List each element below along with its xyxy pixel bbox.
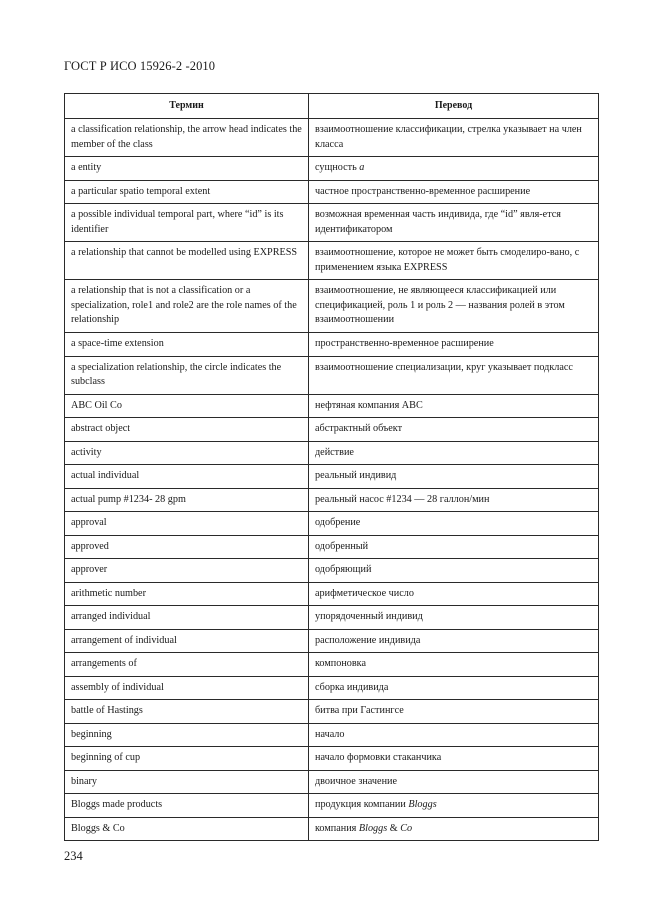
translation-cell [309, 817, 599, 841]
translation-cell: взаимоотношение специализации, круг указывает подкласс [309, 356, 599, 394]
table-row [65, 441, 599, 465]
term-cell: a classification relationship, the arrow head indicates the member of the class [65, 119, 309, 157]
table-row [65, 676, 599, 700]
term-cell: assembly of individual [65, 676, 309, 700]
term-cell: abstract object [65, 418, 309, 442]
translation-cell: действие [309, 441, 599, 465]
translation-cell: одобрение [309, 512, 599, 536]
translation-cell: возможная временная часть индивида, где “id” явля-ется идентификатором [309, 204, 599, 242]
table-row [65, 817, 599, 841]
translation-cell: битва при Гастингсе [309, 700, 599, 724]
translation-text: сущность [315, 162, 360, 173]
term-cell: approved [65, 535, 309, 559]
table-row [65, 204, 599, 242]
term-cell: a entity [65, 157, 309, 181]
translation-cell: компоновка [309, 653, 599, 677]
term-cell: ABC Oil Co [65, 394, 309, 418]
table-row [65, 794, 599, 818]
table-row [65, 157, 599, 181]
table-row [65, 488, 599, 512]
translation-text: продукция компании [315, 799, 409, 810]
term-cell: activity [65, 441, 309, 465]
translation-cell: реальный индивид [309, 465, 599, 489]
table-row [65, 512, 599, 536]
term-cell: Bloggs made products [65, 794, 309, 818]
term-cell: beginning of cup [65, 747, 309, 771]
translation-cell: упорядоченный индивид [309, 606, 599, 630]
table-row [65, 418, 599, 442]
term-cell: a relationship that cannot be modelled using EXPRESS [65, 242, 309, 280]
table-row [65, 747, 599, 771]
translation-cell: реальный насос #1234 — 28 галлон/мин [309, 488, 599, 512]
translation-cell: двоичное значение [309, 770, 599, 794]
term-cell: a possible individual temporal part, where “id” is its identifier [65, 204, 309, 242]
table-row [65, 723, 599, 747]
column-header-term: Термин [65, 94, 309, 119]
term-cell: a space-time extension [65, 333, 309, 357]
translation-cell: одобренный [309, 535, 599, 559]
translation-italic-text: Bloggs [358, 822, 388, 834]
term-cell: actual individual [65, 465, 309, 489]
table-header-row [65, 94, 599, 119]
term-cell: approver [65, 559, 309, 583]
translation-text: & [387, 822, 401, 834]
table-row [65, 770, 599, 794]
table-body [65, 119, 599, 841]
translation-cell: абстрактный объект [309, 418, 599, 442]
term-cell: arranged individual [65, 606, 309, 630]
translation-cell: пространственно-временное расширение [309, 333, 599, 357]
term-cell: a specialization relationship, the circle indicates the subclass [65, 356, 309, 394]
translation-italic-text: Bloggs [408, 799, 437, 810]
term-cell: Bloggs & Co [65, 817, 309, 841]
translation-italic-text: a [359, 162, 365, 173]
table-row [65, 356, 599, 394]
page-number: 234 [64, 849, 83, 863]
table-row [65, 629, 599, 653]
table-row [65, 700, 599, 724]
table-row [65, 394, 599, 418]
table-row [65, 535, 599, 559]
translation-cell: начало формовки стаканчика [309, 747, 599, 771]
column-header-translation: Перевод [309, 94, 599, 119]
translation-cell: нефтяная компания ABC [309, 394, 599, 418]
term-cell: binary [65, 770, 309, 794]
table-row [65, 333, 599, 357]
translation-cell: начало [309, 723, 599, 747]
table-row [65, 119, 599, 157]
table-row [65, 280, 599, 333]
translation-cell: частное пространственно-временное расширение [309, 180, 599, 204]
term-cell: actual pump #1234- 28 gpm [65, 488, 309, 512]
term-cell: a particular spatio temporal extent [65, 180, 309, 204]
term-cell: a relationship that is not a classification or a specialization, role1 and role2 are the role names of the relationship [65, 280, 309, 333]
translation-cell [309, 794, 599, 818]
translation-cell: взаимоотношение, которое не может быть смоделиро-вано, с применением языка EXPRESS [309, 242, 599, 280]
term-cell: battle of Hastings [65, 700, 309, 724]
translation-cell: взаимоотношение классификации, стрелка указывает на член класса [309, 119, 599, 157]
translation-text: компания [315, 822, 359, 834]
translation-italic-text: Co [400, 822, 413, 834]
term-cell: arrangement of individual [65, 629, 309, 653]
term-cell: approval [65, 512, 309, 536]
table-row [65, 606, 599, 630]
translation-cell: расположение индивида [309, 629, 599, 653]
terms-table [64, 93, 599, 841]
document-header: ГОСТ Р ИСО 15926-2 -2010 [64, 59, 216, 73]
term-cell: beginning [65, 723, 309, 747]
term-cell: arithmetic number [65, 582, 309, 606]
table-row [65, 465, 599, 489]
translation-cell: сборка индивида [309, 676, 599, 700]
table-row [65, 582, 599, 606]
translation-cell [309, 157, 599, 181]
table-row [65, 242, 599, 280]
translation-cell: одобряющий [309, 559, 599, 583]
table-row [65, 180, 599, 204]
translation-cell: взаимоотношение, не являющееся классификацией или спецификацией, роль 1 и роль 2 — названия ролей в этом взаимоотношении [309, 280, 599, 333]
term-cell: arrangements of [65, 653, 309, 677]
table-row [65, 559, 599, 583]
translation-cell: арифметическое число [309, 582, 599, 606]
table-row [65, 653, 599, 677]
